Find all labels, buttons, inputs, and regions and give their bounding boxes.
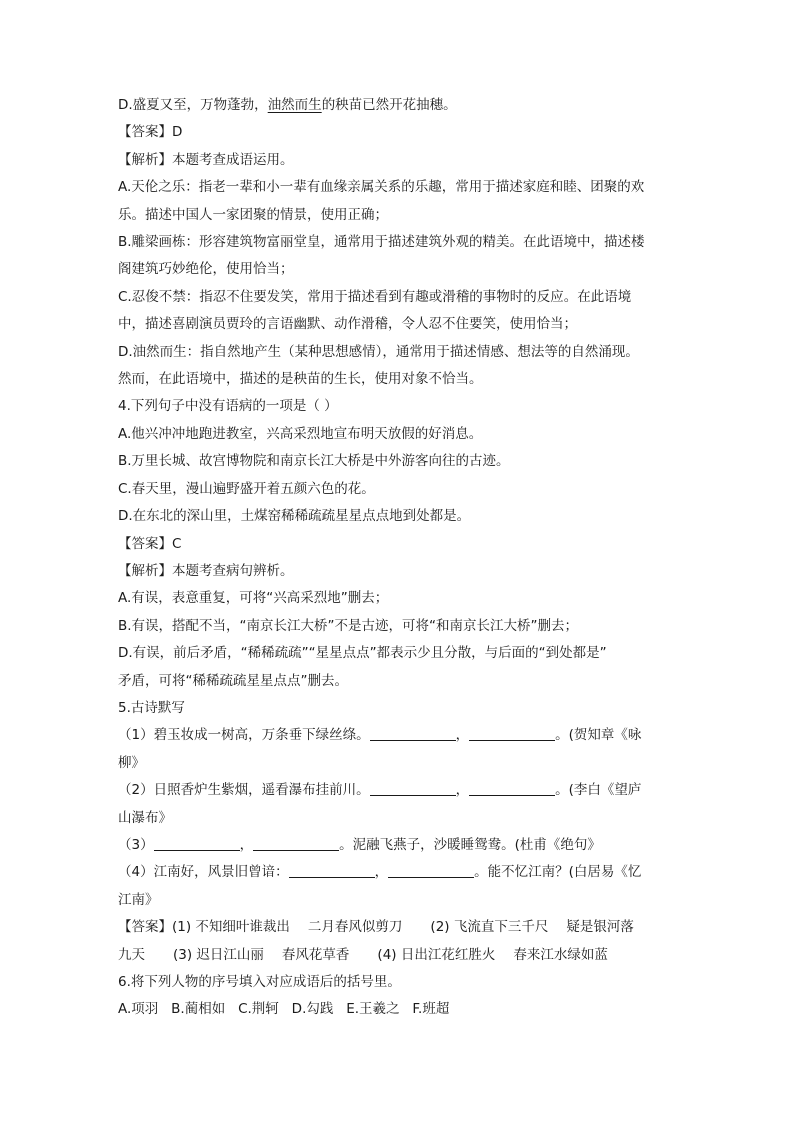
answer-blank[interactable] (253, 836, 339, 851)
q3-analysis-a-1: A.天伦之乐：指老一辈和小一辈有血缘亲属关系的乐趣，常用于描述家庭和睦、团聚的欢 (118, 179, 645, 196)
answer-blank[interactable] (370, 781, 456, 796)
q5-item-4-cont: 江南》 (118, 891, 159, 908)
q5-item-1-text: （1）碧玉妆成一树高，万条垂下绿丝绦。 (118, 727, 370, 744)
q5-item-4-text: （4）江南好，风景旧曾谙： (118, 864, 289, 881)
q5-answer-3: (3) 迟日江山丽 (173, 946, 264, 963)
q5-item-3-sep: ， (239, 836, 254, 853)
q3-option-d-underlined: 油然而生 (267, 97, 322, 113)
answer-blank[interactable] (370, 726, 456, 741)
q4-analysis-d-1: D.有误，前后矛盾，“稀稀疏疏”“星星点点”都表示少且分散，与后面的“到处都是” (118, 645, 607, 662)
q5-item-1-cont: 柳》 (118, 754, 145, 771)
q3-analysis-a-2: 乐。描述中国人一家团聚的情景，使用正确； (118, 206, 388, 223)
document-page (118, 92, 678, 1024)
q3-analysis-intro: 【解析】本题考查成语运用。 (118, 151, 294, 168)
q3-analysis-b-2: 阁建筑巧妙绝伦，使用恰当； (118, 261, 294, 278)
q4-analysis-b: B.有误，搭配不当，“南京长江大桥”不是古迹，可将“和南京长江大桥”删去； (118, 617, 579, 634)
answer-blank[interactable] (469, 781, 555, 796)
q3-option-d (118, 92, 678, 119)
q3-analysis-b-1: B.雕梁画栋：形容建筑物富丽堂皇，通常用于描述建筑外观的精美。在此语境中，描述楼 (118, 234, 645, 251)
q5-answer-label: 【答案】 (118, 919, 172, 936)
q6-options: A.项羽 B.蔺相如 C.荆轲 D.勾践 E.王羲之 F.班超 (118, 1001, 450, 1018)
q6-stem: 6.将下列人物的序号填入对应成语后的括号里。 (118, 974, 401, 990)
q4-analysis-intro: 【解析】本题考查病句辨析。 (118, 562, 294, 579)
q5-item-2 (118, 777, 678, 804)
q4-analysis-a: A.有误，表意重复，可将“兴高采烈地”删去； (118, 590, 389, 607)
q3-analysis-c-1: C.忍俊不禁：指忍不住要发笑，常用于描述看到有趣或滑稽的事物时的反应。在此语境 (118, 288, 632, 305)
q3-option-d-text-after: 的秧苗已然开花抽穗。 (321, 97, 457, 113)
q5-item-1-sep: ， (455, 727, 470, 744)
q4-answer: 【答案】C (118, 535, 182, 552)
q5-item-2-source: 。(李白《望庐 (555, 782, 642, 799)
q5-item-4 (118, 859, 678, 886)
q5-answer-line-2 (118, 942, 678, 969)
q5-item-2-sep: ， (455, 782, 470, 799)
q3-analysis-d-1: D.油然而生：指自然地产生（某种思想感情），通常用于描述情感、想法等的自然涌现。 (118, 343, 639, 360)
q5-item-1 (118, 722, 678, 749)
q5-item-2-cont: 山瀑布》 (118, 809, 172, 826)
q3-answer: 【答案】D (118, 124, 183, 141)
q5-answer-1b: 二月春风似剪刀 (307, 919, 403, 936)
q4-option-a: A.他兴冲冲地跑进教室，兴高采烈地宣布明天放假的好消息。 (118, 425, 483, 442)
q5-answer-3b: 春风花草香 (281, 946, 350, 963)
q5-item-3 (118, 832, 678, 859)
q5-answer-4b: 春来江水绿如蓝 (513, 946, 608, 963)
answer-blank[interactable] (469, 726, 555, 741)
q5-answer-2c: 九天 (118, 946, 145, 963)
q5-item-4-sep: ， (374, 864, 389, 881)
q3-option-d-text: D.盛夏又至，万物蓬勃， (118, 97, 268, 113)
q5-item-3-label: （3） (118, 836, 154, 853)
q4-option-c: C.春天里，漫山遍野盛开着五颜六色的花。 (118, 480, 375, 497)
answer-blank[interactable] (154, 836, 240, 851)
q4-analysis-d-2: 矛盾，可将“稀稀疏疏星星点点”删去。 (118, 672, 348, 689)
q5-answer-line-1 (118, 914, 678, 941)
q3-analysis-c-2: 中，描述喜剧演员贾玲的言语幽默、动作滑稽，令人忍不住要笑，使用恰当； (118, 316, 577, 333)
q5-item-2-text: （2）日照香炉生紫烟，遥看瀑布挂前川。 (118, 782, 370, 799)
q5-answer-2: (2) 飞流直下三千尺 (430, 919, 549, 936)
q5-answer-4: (4) 日出江花红胜火 (377, 946, 496, 963)
q5-item-1-source: 。(贺知章《咏 (555, 727, 642, 744)
q4-option-b: B.万里长城、故宫博物院和南京长江大桥是中外游客向往的古迹。 (118, 453, 510, 470)
q5-item-3-text: 。泥融飞燕子，沙暖睡鸳鸯。(杜甫《绝句》 (339, 836, 601, 853)
answer-blank[interactable] (388, 863, 474, 878)
q4-option-d: D.在东北的深山里，土煤窑稀稀疏疏星星点点地到处都是。 (118, 508, 471, 525)
q5-stem: 5.古诗默写 (118, 699, 185, 716)
q5-item-4-source: 。能不忆江南？(白居易《忆 (474, 864, 642, 881)
answer-blank[interactable] (289, 863, 375, 878)
q4-stem: 4.下列句子中没有语病的一项是（ ） (118, 398, 338, 415)
q3-analysis-d-2: 然而，在此语境中，描述的是秧苗的生长，使用对象不恰当。 (118, 371, 483, 388)
q5-answer-2b: 疑是银河落 (566, 919, 634, 936)
q5-answer-1: (1) 不知细叶谁裁出 (172, 919, 290, 936)
